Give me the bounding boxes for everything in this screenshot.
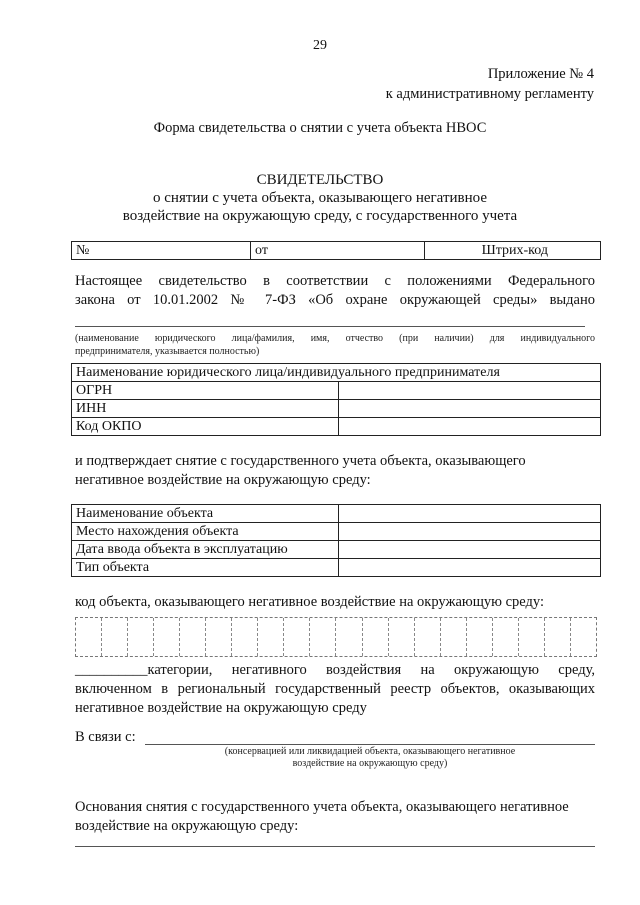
code-cell[interactable] — [206, 618, 232, 656]
basis-line[interactable] — [75, 846, 595, 847]
holder-hint-line1: (наименование юридического лица/фамилия, имя, отчество (при наличии) для индивидуального — [75, 333, 595, 344]
reason-hint — [145, 746, 595, 770]
basis-line1: Основания снятия с государственного учета объекта, оказывающего негативное — [75, 799, 569, 815]
holder-row-value[interactable] — [339, 418, 601, 436]
barcode-label: Штрих-код — [481, 243, 548, 258]
table-row — [72, 523, 601, 541]
form-title: Форма свидетельства о снятии с учета объекта НВОС — [153, 120, 487, 136]
intro-paragraph — [75, 272, 595, 310]
holder-row-label: ИНН — [72, 400, 339, 418]
object-row-value[interactable] — [339, 505, 601, 523]
object-row-label: Наименование объекта — [72, 505, 339, 523]
category-line1-text: категории, негативного воздействия на окружающую среду, — [147, 662, 595, 678]
code-cell[interactable] — [571, 618, 596, 656]
category-paragraph — [75, 661, 595, 718]
category-line3: негативное воздействие на окружающую среду — [75, 700, 367, 716]
object-row-value[interactable] — [339, 541, 601, 559]
code-cell[interactable] — [284, 618, 310, 656]
reason-hint-line1: (консервацией или ликвидацией объекта, оказывающего негативное — [224, 746, 516, 757]
object-row-value[interactable] — [339, 559, 601, 577]
number-row-table — [71, 241, 601, 260]
code-cell[interactable] — [180, 618, 206, 656]
reason-line[interactable] — [145, 744, 595, 745]
code-cell[interactable] — [415, 618, 441, 656]
holder-row-label: ОГРН — [72, 382, 339, 400]
table-row — [72, 400, 601, 418]
number-field[interactable] — [72, 242, 251, 260]
object-code-cells — [75, 617, 597, 657]
confirm-line1: и подтверждает снятие с государственного учета объекта, оказывающего — [75, 453, 526, 469]
intro-line1: Настоящее свидетельство в соответствии с положениями Федерального — [75, 273, 595, 289]
object-row-label: Дата ввода объекта в эксплуатацию — [72, 541, 339, 559]
page-number: 29 — [313, 38, 327, 53]
code-label: код объекта, оказывающего негативное воздействие на окружающую среду: — [75, 594, 545, 610]
table-row — [72, 559, 601, 577]
confirm-line2: негативное воздействие на окружающую среду: — [75, 472, 371, 488]
barcode-field[interactable] — [425, 242, 601, 260]
code-cell[interactable] — [389, 618, 415, 656]
certificate-subtitle-line2: воздействие на окружающую среду, с государственного учета — [122, 208, 518, 224]
date-label: от — [255, 243, 268, 258]
basis-paragraph — [75, 798, 605, 836]
code-cell[interactable] — [336, 618, 362, 656]
holder-name-line[interactable] — [75, 326, 585, 327]
appendix-reference: к административному регламенту — [385, 86, 594, 102]
category-blank[interactable]: __________ — [75, 662, 148, 678]
object-row-label: Тип объекта — [72, 559, 339, 577]
holder-table-header: Наименование юридического лица/индивидуального предпринимателя — [72, 364, 601, 382]
date-field[interactable] — [251, 242, 425, 260]
holder-row-value[interactable] — [339, 400, 601, 418]
reason-hint-line2: воздействие на окружающую среду) — [292, 758, 448, 769]
table-row — [72, 418, 601, 436]
intro-line2: закона от 10.01.2002 № 7-ФЗ «Об охране окружающей среды» выдано — [75, 292, 595, 308]
holder-row-label: Код ОКПО — [72, 418, 339, 436]
certificate-heading: СВИДЕТЕЛЬСТВО — [256, 172, 384, 188]
reason-label: В связи с: — [75, 729, 136, 745]
object-row-label: Место нахождения объекта — [72, 523, 339, 541]
category-line2: включенном в региональный государственный реестр объектов, оказывающих — [75, 681, 595, 697]
table-row — [72, 505, 601, 523]
code-cell[interactable] — [128, 618, 154, 656]
table-row — [72, 541, 601, 559]
basis-line2: воздействие на окружающую среду: — [75, 818, 299, 834]
code-cell[interactable] — [154, 618, 180, 656]
holder-hint-line2: предпринимателя, указывается полностью) — [75, 346, 260, 357]
number-label: № — [76, 243, 90, 258]
code-cell[interactable] — [310, 618, 336, 656]
code-cell[interactable] — [493, 618, 519, 656]
holder-table — [71, 363, 601, 436]
code-cell[interactable] — [467, 618, 493, 656]
holder-row-value[interactable] — [339, 382, 601, 400]
certificate-subtitle-line1: о снятии с учета объекта, оказывающего негативное — [153, 190, 487, 206]
code-cell[interactable] — [545, 618, 571, 656]
object-row-value[interactable] — [339, 523, 601, 541]
code-cell[interactable] — [363, 618, 389, 656]
code-cell[interactable] — [232, 618, 258, 656]
category-line1 — [75, 661, 595, 680]
code-cell[interactable] — [519, 618, 545, 656]
appendix-number: Приложение № 4 — [487, 66, 594, 82]
code-cell[interactable] — [441, 618, 467, 656]
code-cell[interactable] — [258, 618, 284, 656]
table-row — [72, 382, 601, 400]
code-cell[interactable] — [76, 618, 102, 656]
code-cell[interactable] — [102, 618, 128, 656]
object-table — [71, 504, 601, 577]
confirm-paragraph — [75, 452, 595, 490]
holder-hint — [75, 333, 595, 357]
